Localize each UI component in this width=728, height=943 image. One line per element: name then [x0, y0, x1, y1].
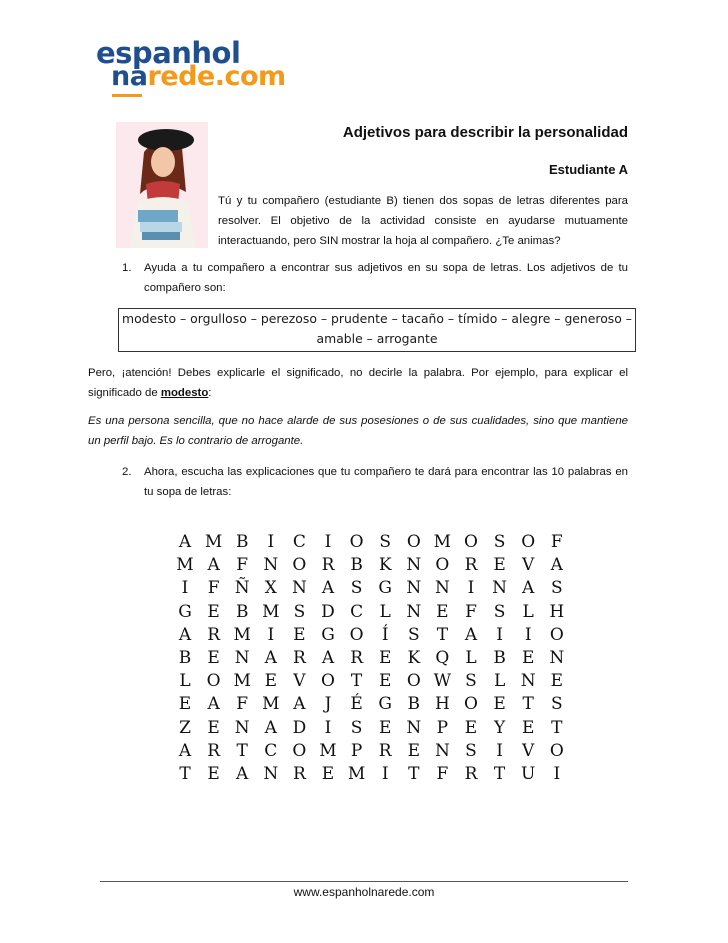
- word-search-letter: O: [292, 555, 307, 576]
- word-search-letter: N: [434, 740, 450, 761]
- word-search-letter: L: [493, 671, 506, 692]
- word-search-letter: O: [349, 624, 364, 645]
- word-search-letter: M: [204, 532, 223, 552]
- word-search-letter: I: [496, 624, 503, 645]
- word-search-letter: I: [553, 764, 561, 784]
- word-search-letter: O: [435, 555, 450, 576]
- word-search-letter: Y: [493, 717, 506, 738]
- word-search-letter: T: [350, 671, 363, 692]
- word-search-letter: N: [406, 555, 422, 576]
- adjectives-box: [118, 308, 636, 352]
- word-search-letter: L: [379, 601, 391, 622]
- word-search-letter: K: [407, 648, 421, 668]
- logo-na: na: [111, 61, 148, 92]
- word-search-letter: C: [350, 601, 364, 622]
- word-search-letter: R: [292, 648, 306, 668]
- word-search-letter: O: [521, 532, 536, 552]
- word-search-letter: M: [347, 764, 366, 784]
- word-search-letter: É: [350, 694, 363, 715]
- word-search-letter: T: [493, 764, 506, 784]
- word-search-letter: W: [433, 671, 452, 692]
- word-search-letter: F: [236, 694, 249, 715]
- word-search-letter: S: [293, 601, 306, 622]
- word-search-letter: P: [350, 740, 363, 761]
- instruction-1-text: Ayuda a tu compañero a encontrar sus adjetivos en su sopa de letras. Los adjetivos de tu compañero son:: [144, 262, 628, 294]
- word-search-letter: A: [236, 764, 249, 784]
- word-search-letter: E: [321, 764, 335, 784]
- footer-divider: [100, 881, 628, 882]
- word-search-letter: D: [321, 601, 335, 622]
- word-search-letter: S: [465, 671, 477, 692]
- word-search-letter: I: [324, 532, 332, 552]
- word-search-letter: A: [321, 578, 335, 599]
- adjectives-line-2: amable – arrogante: [316, 331, 438, 346]
- word-search-letter: S: [465, 740, 477, 761]
- word-search-letter: E: [464, 717, 478, 738]
- word-search-letter: G: [178, 601, 192, 622]
- word-search-row: [174, 763, 561, 785]
- word-search-letter: Z: [179, 717, 191, 738]
- word-search-letter: F: [465, 601, 477, 622]
- word-search-letter: E: [207, 717, 220, 738]
- word-search-letter: O: [549, 740, 564, 761]
- word-search-letter: M: [176, 555, 194, 576]
- word-search-letter: N: [520, 671, 536, 692]
- logo-com: .com: [214, 61, 286, 92]
- word-search-letter: I: [181, 578, 189, 599]
- word-search-row: [174, 647, 565, 669]
- word-search-letter: T: [436, 624, 449, 645]
- word-search-letter: A: [264, 648, 277, 668]
- word-search-letter: E: [378, 717, 392, 738]
- word-search-letter: F: [236, 555, 249, 576]
- footer-url: www.espanholnarede.com: [293, 885, 435, 899]
- word-search-row: [174, 670, 563, 692]
- word-search-letter: B: [235, 532, 249, 552]
- instruction-1: [122, 258, 628, 298]
- word-search-letter: N: [234, 648, 250, 668]
- word-search-letter: N: [406, 601, 422, 622]
- word-search-letter: M: [233, 624, 251, 645]
- word-search-letter: N: [263, 764, 279, 784]
- word-search-letter: E: [407, 740, 420, 761]
- word-search-letter: M: [233, 671, 251, 692]
- word-search-letter: S: [493, 601, 506, 622]
- word-search-letter: B: [407, 694, 421, 715]
- word-search-letter: E: [493, 694, 506, 715]
- word-search-letter: X: [264, 578, 277, 599]
- word-search-letter: T: [179, 764, 191, 784]
- word-search-letter: B: [493, 648, 506, 668]
- word-search-letter: I: [267, 532, 275, 552]
- word-search-letter: F: [436, 764, 449, 784]
- word-search-letter: T: [408, 764, 420, 784]
- logo-rede: rede: [147, 61, 215, 92]
- word-search-letter: Í: [381, 624, 389, 645]
- attention-keyword: modesto: [160, 387, 209, 399]
- word-search-letter: I: [381, 764, 389, 784]
- adjectives-line-1: modesto – orgulloso – perezoso – prudente – tacaño – tímido – alegre – generoso –: [122, 311, 632, 326]
- example-paragraph: Es una persona sencilla, que no hace alarde de sus posesiones o de sus cualidades, sino que mantiene un perfil bajo. Es lo contrario de arrogante.: [88, 415, 628, 447]
- intro-paragraph: Tú y tu compañero (estudiante B) tienen dos sopas de letras diferentes para resolver. El objetivo de la actividad consiste en ayudarse mutuamente interactuando, pero SIN mostrar la hoja al compañero. ¿Te animas?: [218, 195, 628, 247]
- word-search-letter: A: [550, 555, 563, 576]
- word-search-letter: E: [293, 624, 306, 645]
- word-search-letter: B: [235, 601, 249, 622]
- page-title: Adjetivos para describir la personalidad: [342, 124, 628, 141]
- word-search-letter: N: [434, 578, 450, 599]
- word-search-letter: I: [524, 624, 532, 645]
- word-search-letter: A: [293, 694, 306, 715]
- word-search-letter: Ñ: [234, 578, 250, 599]
- word-search-letter: B: [178, 648, 192, 668]
- word-search-row: [174, 601, 565, 623]
- word-search-letter: Q: [435, 648, 450, 668]
- logo-line-1: espanhol: [96, 36, 241, 70]
- word-search-letter: E: [436, 601, 449, 622]
- word-search-letter: A: [178, 532, 192, 552]
- word-search-letter: A: [178, 740, 192, 761]
- word-search-letter: N: [406, 578, 422, 599]
- word-search-letter: V: [522, 555, 535, 576]
- word-search-letter: N: [234, 717, 250, 738]
- word-search-row: [174, 624, 564, 646]
- word-search-letter: M: [262, 601, 280, 622]
- word-search-letter: S: [550, 578, 563, 599]
- word-search-letter: R: [464, 555, 478, 576]
- word-search-letter: N: [492, 578, 508, 599]
- word-search-letter: O: [464, 532, 478, 552]
- word-search-letter: B: [350, 555, 363, 576]
- word-search-letter: M: [262, 694, 280, 715]
- word-search-letter: T: [522, 694, 534, 715]
- word-search-letter: O: [464, 694, 478, 715]
- word-search-letter: U: [521, 764, 536, 784]
- word-search-letter: V: [522, 740, 535, 761]
- word-search-letter: O: [321, 671, 335, 692]
- word-search-letter: E: [378, 648, 392, 668]
- word-search-letter: R: [378, 740, 392, 761]
- word-search-letter: E: [521, 648, 535, 668]
- site-logo: [96, 36, 286, 96]
- word-search-letter: N: [406, 717, 422, 738]
- word-search-row: [174, 717, 563, 739]
- word-search-letter: K: [378, 555, 392, 576]
- word-search-row: [174, 531, 563, 553]
- word-search-letter: E: [493, 555, 506, 576]
- word-search-letter: P: [436, 717, 449, 738]
- instruction-2-text: Ahora, escucha las explicaciones que tu compañero te dará para encontrar las 10 palabras en tu sopa de letras:: [144, 466, 628, 498]
- logo-underline: [112, 94, 142, 97]
- word-search-letter: O: [406, 532, 421, 552]
- word-search-letter: A: [178, 624, 192, 645]
- word-search-letter: E: [207, 764, 220, 784]
- student-photo-icon: [116, 122, 208, 248]
- word-search-row: [174, 577, 563, 599]
- word-search-letter: E: [207, 648, 220, 668]
- word-search-letter: S: [550, 694, 563, 715]
- word-search-row: [174, 554, 563, 576]
- word-search-letter: O: [206, 671, 221, 692]
- word-search-letter: C: [292, 532, 306, 552]
- word-search-letter: H: [434, 694, 450, 715]
- word-search-letter: A: [207, 555, 220, 576]
- word-search-letter: R: [350, 648, 363, 668]
- word-search-letter: E: [207, 601, 220, 622]
- word-search-letter: I: [267, 624, 275, 645]
- word-search-letter: G: [321, 624, 335, 645]
- page-subtitle: Estudiante A: [549, 162, 628, 177]
- word-search-letter: V: [293, 671, 306, 692]
- word-search-letter: E: [178, 694, 192, 715]
- word-search-letter: T: [551, 717, 563, 738]
- word-search-letter: S: [493, 532, 506, 552]
- word-search-letter: R: [292, 764, 306, 784]
- word-search-row: [174, 693, 563, 715]
- word-search-letter: M: [319, 740, 337, 761]
- word-search-letter: J: [324, 694, 332, 715]
- word-search-row: [174, 740, 564, 762]
- word-search-letter: S: [350, 717, 363, 738]
- word-search-letter: N: [291, 578, 307, 599]
- word-search-letter: L: [522, 601, 534, 622]
- word-search-letter: S: [379, 532, 392, 552]
- word-search-letter: R: [207, 624, 220, 645]
- word-search-letter: A: [207, 694, 220, 715]
- word-search-letter: M: [433, 532, 452, 552]
- word-search-letter: R: [207, 740, 220, 761]
- attention-paragraph: [88, 363, 628, 403]
- word-search-letter: E: [264, 671, 277, 692]
- word-search-letter: E: [521, 717, 535, 738]
- word-search-letter: O: [292, 740, 307, 761]
- word-search-letter: E: [550, 671, 563, 692]
- word-search-letter: A: [321, 648, 335, 668]
- logo-line-2: [111, 61, 286, 92]
- word-search-letter: R: [464, 764, 478, 784]
- word-search-letter: R: [321, 555, 335, 576]
- word-search-letter: F: [207, 578, 220, 599]
- word-search-letter: O: [406, 671, 421, 692]
- word-search-letter: I: [496, 740, 503, 761]
- instruction-1-number: 1.: [122, 262, 132, 274]
- attention-text: Pero, ¡atención! Debes explicarle el significado, no decirle la palabra. Por ejemplo, para explicar el significado de: [88, 367, 628, 399]
- word-search-letter: O: [549, 624, 564, 645]
- word-search-letter: C: [264, 740, 278, 761]
- word-search-letter: E: [378, 671, 392, 692]
- word-search-letter: T: [236, 740, 248, 761]
- word-search-letter: H: [549, 601, 565, 622]
- word-search-letter: N: [549, 648, 565, 668]
- word-search-letter: O: [349, 532, 364, 552]
- word-search-letter: A: [522, 578, 535, 599]
- word-search-letter: D: [292, 717, 307, 738]
- instruction-2-number: 2.: [122, 466, 132, 478]
- attention-colon: :: [208, 387, 212, 399]
- word-search-letter: G: [378, 578, 392, 599]
- word-search-letter: A: [264, 717, 277, 738]
- word-search-letter: N: [263, 555, 279, 576]
- word-search-letter: L: [179, 671, 191, 692]
- word-search-letter: I: [324, 717, 332, 738]
- word-search-letter: L: [465, 648, 477, 668]
- instruction-2: [122, 462, 628, 502]
- word-search-letter: S: [350, 578, 363, 599]
- word-search-letter: A: [464, 624, 478, 645]
- word-search-letter: F: [550, 532, 563, 552]
- word-search-letter: I: [467, 578, 475, 599]
- word-search-letter: G: [378, 694, 392, 715]
- word-search-letter: S: [407, 624, 420, 645]
